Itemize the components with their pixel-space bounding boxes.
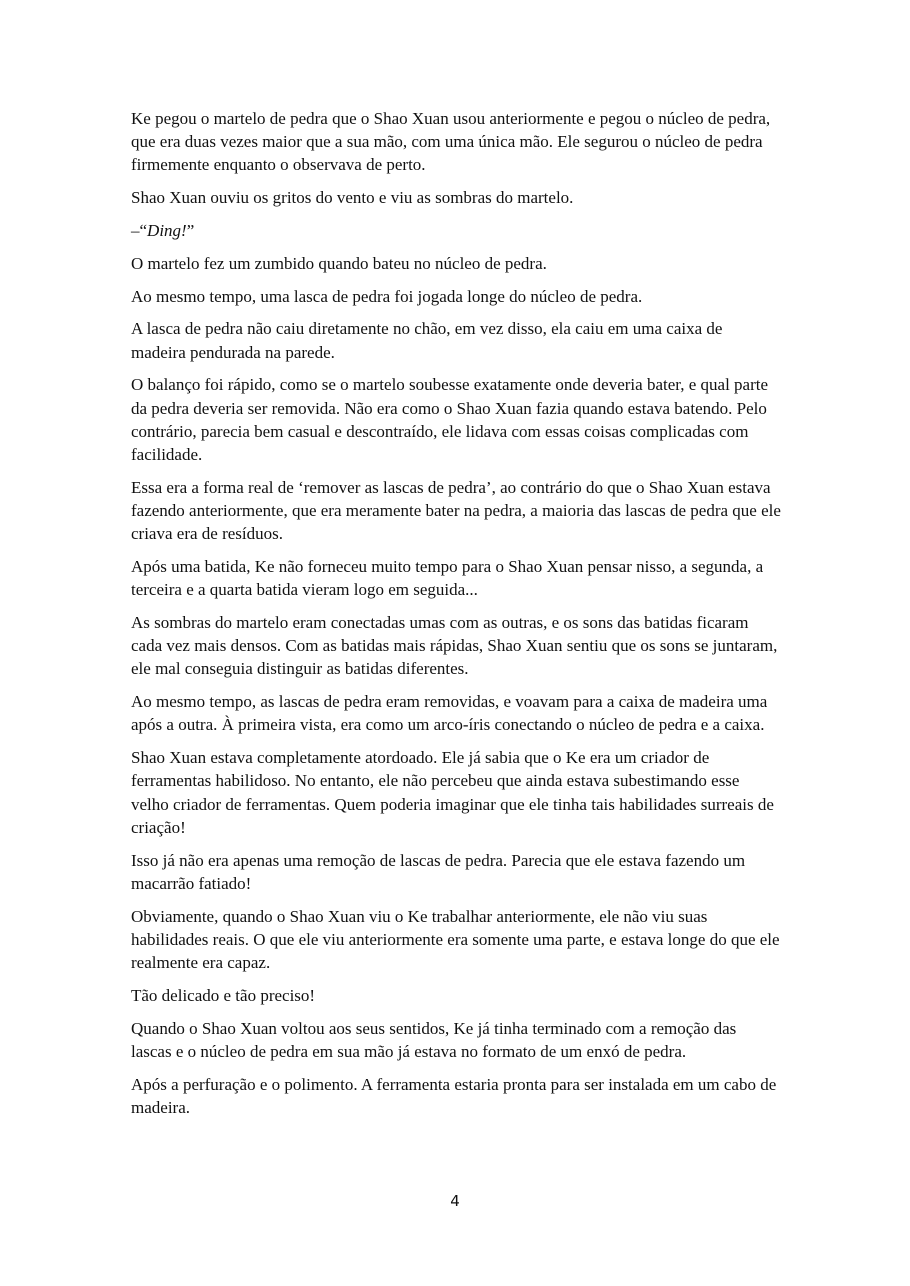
- quote-open: –“: [131, 221, 148, 240]
- paragraph-16: Quando o Shao Xuan voltou aos seus sentidos, Ke já tinha terminado com a remoção das lascas e o núcleo de pedra em sua mão já estava no formato de um enxó de pedra.: [131, 1018, 737, 1061]
- paragraph-10: As sombras do martelo eram conectadas umas com as outras, e os sons das batidas ficaram cada vez mais densos. Com as batidas mais rápidas, Shao Xuan sentiu que os sons se juntaram, ele mal conseguia distinguir as batidas diferentes.: [131, 613, 778, 679]
- paragraph-7: O balanço foi rápido, como se o martelo soubesse exatamente onde deveria bater, e qual parte da pedra deveria ser removida. Não era como o Shao Xuan fazia quando estava batendo. Pelo contrário, parecia bem casual e descontraído, ele lidava com essas coisas complicadas com facilidade.: [131, 375, 769, 464]
- paragraph-9: Após uma batida, Ke não forneceu muito tempo para o Shao Xuan pensar nisso, a segunda, a terceira e a quarta batida vieram logo em seguida...: [131, 557, 764, 600]
- paragraph-6: A lasca de pedra não caiu diretamente no chão, em vez disso, ela caiu em uma caixa de madeira pendurada na parede.: [131, 319, 723, 362]
- paragraph-11: Ao mesmo tempo, as lascas de pedra eram removidas, e voavam para a caixa de madeira uma após a outra. À primeira vista, era como um arco-íris conectando o núcleo de pedra e a caixa.: [131, 692, 768, 735]
- quote-close: ”: [186, 221, 195, 240]
- paragraph-13: Isso já não era apenas uma remoção de lascas de pedra. Parecia que ele estava fazendo um macarrão fatiado!: [131, 850, 746, 893]
- paragraph-2: Shao Xuan ouviu os gritos do vento e viu as sombras do martelo.: [131, 188, 574, 208]
- body-text: [131, 107, 781, 1129]
- paragraph-14: Obviamente, quando o Shao Xuan viu o Ke trabalhar anteriormente, ele não viu suas habilidades reais. O que ele viu anteriormente era somente uma parte, e estava longe do que ele realmente era capaz.: [131, 906, 780, 973]
- page-number: 4: [450, 1192, 460, 1210]
- paragraph-1: Ke pegou o martelo de pedra que o Shao Xuan usou anteriormente e pegou o núcleo de pedra, que era duas vezes maior que a sua mão, com uma única mão. Ele segurou o núcleo de pedra firmemente enquanto o observava de perto.: [131, 109, 771, 175]
- paragraph-3-sound-effect: [131, 219, 781, 242]
- paragraph-4: O martelo fez um zumbido quando bateu no núcleo de pedra.: [131, 253, 547, 273]
- paragraph-12: Shao Xuan estava completamente atordoado. Ele já sabia que o Ke era um criador de ferramentas habilidoso. No entanto, ele não percebeu que ainda estava subestimando esse velho criador de ferramentas. Quem poderia imaginar que ele tinha tais habilidades surreais de criação!: [131, 748, 774, 837]
- paragraph-5: Ao mesmo tempo, uma lasca de pedra foi jogada longe do núcleo de pedra.: [131, 286, 643, 306]
- paragraph-15: Tão delicado e tão preciso!: [131, 985, 316, 1005]
- paragraph-17: Após a perfuração e o polimento. A ferramenta estaria pronta para ser instalada em um cabo de madeira.: [131, 1074, 777, 1117]
- paragraph-8: Essa era a forma real de ‘remover as lascas de pedra’, ao contrário do que o Shao Xuan estava fazendo anteriormente, que era meramente bater na pedra, a maioria das lascas de pedra que ele criava era de resíduos.: [131, 477, 781, 544]
- sound-effect-ding: Ding!: [147, 221, 187, 240]
